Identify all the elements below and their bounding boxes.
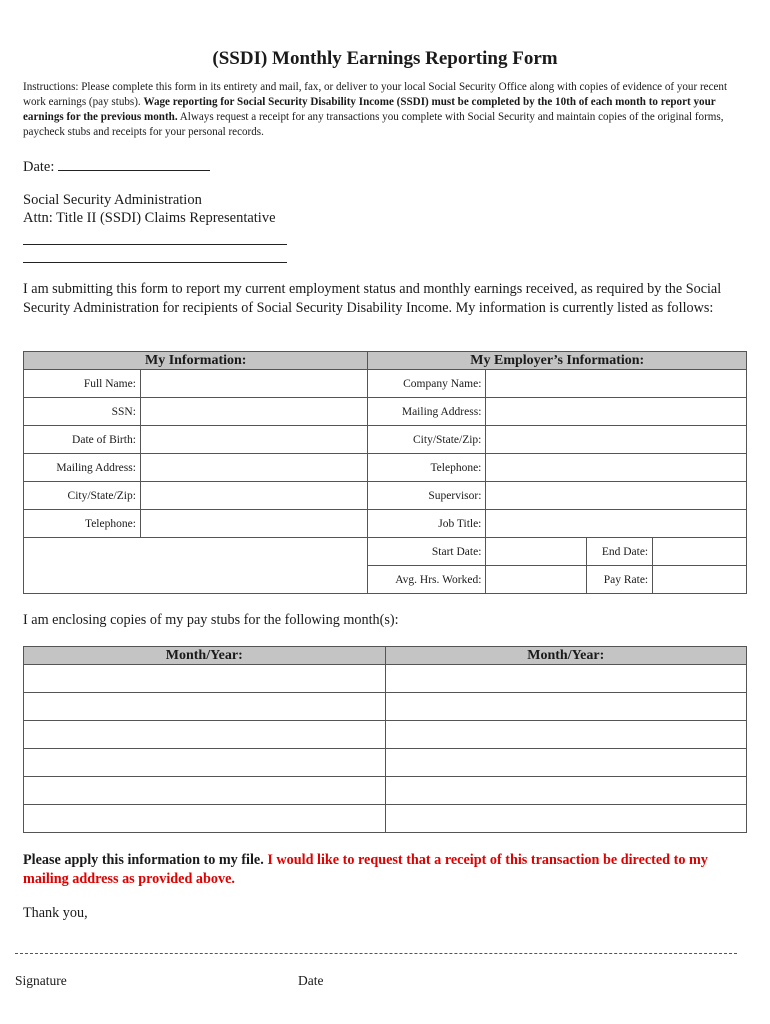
signature-line[interactable] — [15, 953, 737, 954]
month-year-cell[interactable] — [24, 665, 386, 693]
instructions-bold: Wage reporting for Social Security Disability Income (SSDI) must be completed by the 10th of each month to report your earnings for the previous month. — [23, 96, 716, 123]
employer-field-label: Company Name: — [368, 370, 486, 398]
end-date-field[interactable] — [653, 538, 747, 566]
month-year-cell[interactable] — [385, 721, 747, 749]
apply-statement — [23, 851, 743, 888]
enclose-text: I am enclosing copies of my pay stubs for the following month(s): — [23, 612, 399, 628]
signature-label: Signature — [15, 973, 67, 988]
city-state-zip-field[interactable] — [140, 482, 368, 510]
telephone-field[interactable] — [140, 510, 368, 538]
table-row — [24, 721, 747, 749]
months-table — [23, 646, 747, 833]
start-date-field[interactable] — [486, 538, 587, 566]
table-row — [24, 693, 747, 721]
my-field-label: Full Name: — [24, 370, 141, 398]
employer-field-label: Mailing Address: — [368, 398, 486, 426]
my-field-label: Mailing Address: — [24, 454, 141, 482]
my-field-label: Telephone: — [24, 510, 141, 538]
table-row — [24, 454, 747, 482]
table-row — [24, 426, 747, 454]
month-year-cell[interactable] — [385, 749, 747, 777]
mailing-address-field[interactable] — [140, 454, 368, 482]
month-year-header-2: Month/Year: — [385, 647, 747, 665]
avg-hours-field[interactable] — [486, 566, 587, 594]
date-line — [23, 156, 210, 176]
months-table-header — [24, 647, 747, 665]
employer-field-label: City/State/Zip: — [368, 426, 486, 454]
employer-mailing-address-field[interactable] — [486, 398, 747, 426]
month-year-cell[interactable] — [24, 805, 386, 833]
form-title: (SSDI) Monthly Earnings Reporting Form — [212, 48, 558, 69]
closing-thanks: Thank you, — [23, 905, 88, 921]
information-table-header — [24, 352, 747, 370]
ssn-field[interactable] — [140, 398, 368, 426]
start-date-label: Start Date: — [368, 538, 486, 566]
date-blank[interactable] — [58, 156, 210, 171]
month-year-cell[interactable] — [385, 693, 747, 721]
my-field-label: City/State/Zip: — [24, 482, 141, 510]
full-name-field[interactable] — [140, 370, 368, 398]
month-year-cell[interactable] — [385, 805, 747, 833]
supervisor-field[interactable] — [486, 482, 747, 510]
employer-telephone-field[interactable] — [486, 454, 747, 482]
table-row — [24, 370, 747, 398]
date-of-birth-field[interactable] — [140, 426, 368, 454]
table-row — [24, 510, 747, 538]
employer-field-label: Telephone: — [368, 454, 486, 482]
pay-rate-label: Pay Rate: — [587, 566, 653, 594]
month-year-header-1: Month/Year: — [24, 647, 386, 665]
address-blank-2[interactable] — [23, 262, 287, 263]
table-row — [24, 538, 747, 566]
month-year-cell[interactable] — [24, 721, 386, 749]
address-blank-1[interactable] — [23, 244, 287, 245]
month-year-cell[interactable] — [385, 777, 747, 805]
signature-date-label: Date — [298, 973, 324, 988]
information-table — [23, 351, 747, 594]
month-year-cell[interactable] — [24, 777, 386, 805]
table-row — [24, 777, 747, 805]
intro-paragraph: I am submitting this form to report my current employment status and monthly earnings received, as required by the Social Security Administration for recipients of Social Security Disability Income. My information is currently listed as follows: — [23, 281, 722, 316]
employer-information-header: My Employer’s Information: — [368, 352, 747, 370]
my-field-label: SSN: — [24, 398, 141, 426]
employer-field-label: Supervisor: — [368, 482, 486, 510]
table-row — [24, 482, 747, 510]
my-field-label: Date of Birth: — [24, 426, 141, 454]
table-row — [24, 398, 747, 426]
blank-cell — [24, 538, 368, 594]
instructions-text-2: Always request a receipt for any transactions you complete with Social Security and maintain copies of the original forms, paycheck stubs and receipts for your personal records. — [23, 111, 724, 138]
month-year-cell[interactable] — [24, 749, 386, 777]
month-year-cell[interactable] — [385, 665, 747, 693]
company-name-field[interactable] — [486, 370, 747, 398]
instructions — [23, 80, 738, 140]
table-row — [24, 749, 747, 777]
instructions-text-1: Instructions: Please complete this form in its entirety and mail, fax, or deliver to your local Social Security Office along with copies of evidence of your recent work earnings (pay stubs). — [23, 81, 728, 108]
apply-text: Please apply this information to my file. — [23, 852, 268, 868]
my-information-header: My Information: — [24, 352, 368, 370]
recipient-line-2: Attn: Title II (SSDI) Claims Representative — [23, 210, 276, 226]
date-label: Date: — [23, 159, 55, 175]
table-row — [24, 805, 747, 833]
table-row — [24, 665, 747, 693]
employer-city-state-zip-field[interactable] — [486, 426, 747, 454]
avg-hours-label: Avg. Hrs. Worked: — [368, 566, 486, 594]
end-date-label: End Date: — [587, 538, 653, 566]
month-year-cell[interactable] — [24, 693, 386, 721]
receipt-request-text: I would like to request that a receipt of this transaction be directed to my mailing address as provided above. — [23, 852, 708, 887]
pay-rate-field[interactable] — [653, 566, 747, 594]
employer-field-label: Job Title: — [368, 510, 486, 538]
job-title-field[interactable] — [486, 510, 747, 538]
recipient-line-1: Social Security Administration — [23, 192, 202, 208]
